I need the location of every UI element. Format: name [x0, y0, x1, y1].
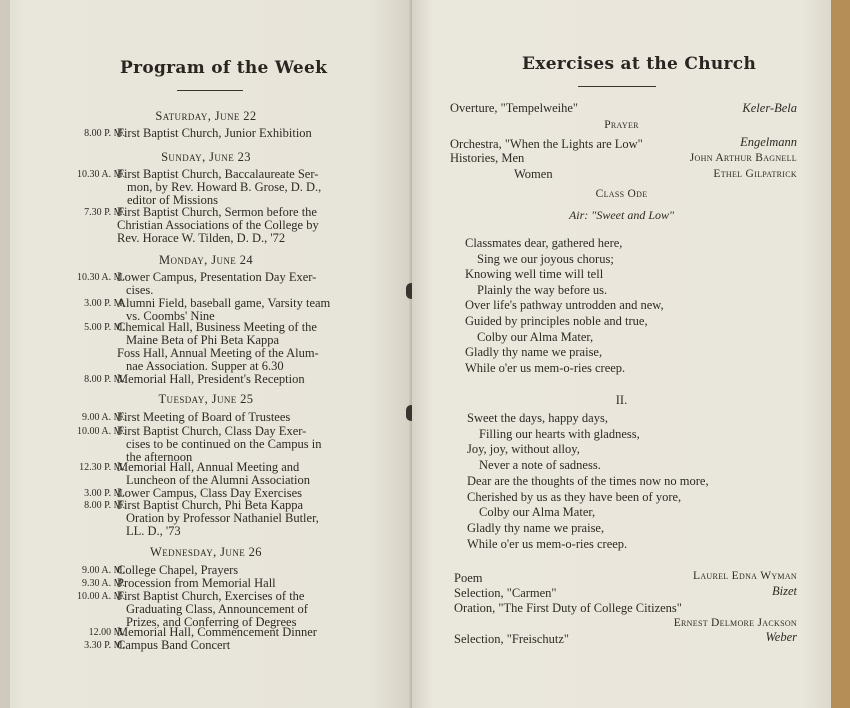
- event-text-line: College Chapel, Prayers: [117, 563, 239, 577]
- overture-composer: Keler-Bela: [742, 101, 797, 115]
- event-text-line: Maine Beta of Phi Beta Kappa: [126, 333, 280, 347]
- ode-line: Colby our Alma Mater,: [477, 329, 594, 344]
- event-text-line: First Baptist Church, Junior Exhibition: [117, 126, 312, 140]
- event-text-line: First Baptist Church, Exercises of the: [117, 589, 305, 603]
- event-text-line: cises to be continued on the Campus in: [126, 437, 322, 451]
- title-rule: [177, 90, 243, 91]
- event-text-line: Procession from Memorial Hall: [117, 576, 276, 590]
- event-time: 5.00 P. M.: [84, 322, 125, 333]
- event-time: 9.00 A. M.: [81, 412, 125, 423]
- histories-women-label: Women: [514, 167, 553, 181]
- event-time: 3.30 P. M.: [84, 640, 125, 651]
- ode-line: Sing we our joyous chorus;: [477, 251, 614, 266]
- event-text-line: Prizes, and Conferring of Degrees: [126, 615, 297, 629]
- event-time: 9.00 A. M.: [81, 565, 125, 576]
- event-time: 9.30 A. M.: [81, 578, 125, 589]
- selection-freischutz-composer: Weber: [765, 630, 797, 644]
- event-time: 3.00 P. M.: [84, 488, 125, 499]
- selection-freischutz-label: Selection, "Freischutz": [454, 632, 570, 646]
- ode-line: Sweet the days, happy days,: [467, 411, 608, 425]
- title-rule: [578, 86, 656, 87]
- ode-line: Colby our Alma Mater,: [479, 505, 596, 520]
- ode-line: Dear are the thoughts of the times now no more,: [467, 473, 709, 488]
- event-text-line: First Baptist Church, Phi Beta Kappa: [117, 498, 304, 512]
- event-text-line: Luncheon of the Alumni Association: [126, 473, 311, 487]
- orchestra-composer: Engelmann: [740, 135, 797, 149]
- event-text-line: Memorial Hall, Annual Meeting and: [117, 460, 300, 474]
- left-page-title: Program of the Week: [120, 58, 328, 78]
- event-text-line: Graduating Class, Announcement of: [126, 602, 308, 616]
- event-text-line: Memorial Hall, Commencement Dinner: [117, 625, 317, 639]
- class-ode: Class Ode: [595, 188, 648, 200]
- event-text-line: First Baptist Church, Baccalaureate Ser-: [117, 167, 319, 181]
- day-heading-monday: Monday, June 24: [158, 253, 254, 267]
- poem-label: Poem: [454, 571, 483, 585]
- event-text-line: Oration by Professor Nathaniel Butler,: [126, 511, 319, 525]
- ode-line: Filling our hearts with gladness,: [479, 426, 640, 441]
- ode-line: While o'er us mem-o-ries creep.: [465, 360, 626, 375]
- event-time: 10.30 A. M.: [76, 169, 125, 180]
- event-text-line: mon, by Rev. Howard B. Grose, D. D.,: [127, 180, 322, 194]
- ode-line: Gladly thy name we praise,: [467, 520, 605, 535]
- event-text-line: Campus Band Concert: [117, 638, 231, 652]
- stanza-2-number: II.: [615, 393, 628, 407]
- day-heading-sunday: Sunday, June 23: [161, 150, 251, 164]
- event-text-line: Memorial Hall, President's Reception: [117, 372, 305, 386]
- event-time: 10.30 A. M.: [76, 272, 125, 283]
- event-text-line: Christian Associations of the College by: [117, 218, 319, 232]
- class-ode-air: Air: "Sweet and Low": [568, 208, 675, 222]
- selection-carmen-label: Selection, "Carmen": [454, 586, 557, 600]
- event-time: 3.00 P. M.: [84, 298, 125, 309]
- day-heading-saturday: Saturday, June 22: [155, 109, 257, 123]
- page-edge: [0, 0, 10, 708]
- ode-line: Never a note of sadness.: [479, 458, 601, 473]
- selection-carmen-composer: Bizet: [772, 584, 797, 598]
- event-text-line: Lower Campus, Presentation Day Exer-: [117, 270, 317, 284]
- day-heading-tuesday: Tuesday, June 25: [158, 392, 254, 406]
- ode-line: Classmates dear, gathered here,: [465, 236, 623, 250]
- event-text-line: First Meeting of Board of Trustees: [117, 410, 291, 424]
- histories-men-label: Histories, Men: [450, 151, 525, 165]
- oration-name: Ernest Delmore Jackson: [673, 617, 797, 629]
- day-heading-wednesday: Wednesday, June 26: [150, 545, 262, 559]
- event-text-line: Alumni Field, baseball game, Varsity team: [117, 296, 331, 310]
- event-time: 8.00 P. M.: [84, 128, 125, 139]
- event-time: 8.00 P. M.: [84, 374, 125, 385]
- event-text-line: nae Association. Supper at 6.30: [126, 359, 284, 373]
- event-text-line: editor of Missions: [127, 193, 218, 207]
- event-time: 12.00 M.: [88, 627, 125, 638]
- event-text-line: Rev. Horace W. Tilden, D. D., '72: [117, 231, 286, 245]
- event-text-line: First Baptist Church, Class Day Exer-: [117, 424, 307, 438]
- ode-line: Cherished by us as they have been of yore,: [467, 489, 682, 504]
- event-text-line: Lower Campus, Class Day Exercises: [117, 486, 303, 500]
- ode-line: Gladly thy name we praise,: [465, 345, 603, 360]
- ode-line: Knowing well time will tell: [465, 267, 604, 282]
- event-time: 7.30 P. M.: [84, 207, 125, 218]
- event-text-line: First Baptist Church, Sermon before the: [117, 205, 317, 219]
- event-text-line: LL. D., '73: [126, 524, 181, 538]
- event-text-line: Foss Hall, Annual Meeting of the Alum-: [117, 346, 319, 360]
- event-time: 8.00 P. M.: [84, 500, 125, 511]
- event-text-line: cises.: [126, 283, 154, 297]
- event-text-line: vs. Coombs' Nine: [126, 309, 215, 323]
- right-page-title: Exercises at the Church: [522, 54, 757, 74]
- ode-line: Guided by principles noble and true,: [465, 314, 648, 328]
- histories-men-name: John Arthur Bagnell: [689, 152, 797, 164]
- event-time: 10.00 A. M.: [76, 591, 125, 602]
- left-page: [0, 0, 412, 708]
- oration-label: Oration, "The First Duty of College Citizens": [454, 601, 682, 615]
- overture-label: Overture, "Tempelweihe": [450, 101, 579, 115]
- ode-line: Over life's pathway untrodden and new,: [465, 298, 664, 313]
- event-text-line: the afternoon: [126, 450, 193, 464]
- event-time: 12.30 P. M.: [79, 462, 125, 473]
- ode-line: Plainly the way before us.: [477, 282, 608, 297]
- ode-line: While o'er us mem-o-ries creep.: [467, 536, 628, 551]
- orchestra-label: Orchestra, "When the Lights are Low": [450, 137, 643, 151]
- prayer: Prayer: [604, 119, 639, 131]
- right-page: [412, 0, 831, 708]
- event-time: 10.00 A. M.: [76, 426, 125, 437]
- histories-women-name: Ethel Gilpatrick: [713, 168, 797, 180]
- event-text-line: Chemical Hall, Business Meeting of the: [117, 320, 317, 334]
- poem-name: Laurel Edna Wyman: [693, 570, 797, 582]
- ode-line: Joy, joy, without alloy,: [467, 442, 580, 457]
